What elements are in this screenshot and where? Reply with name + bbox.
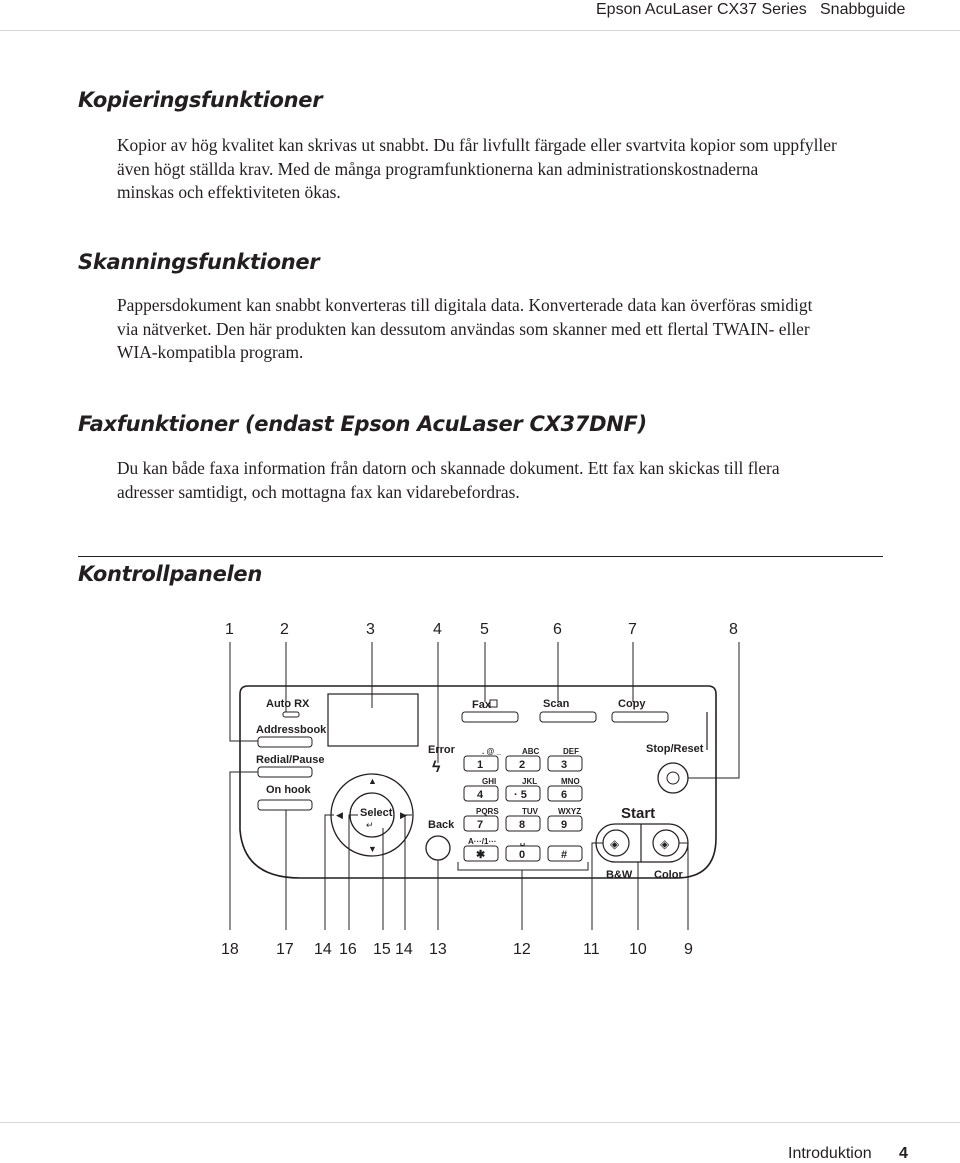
label-color: Color [654, 869, 683, 881]
key-digit: # [561, 849, 568, 861]
key-sub-label: PQRS [476, 807, 499, 816]
section-body-fax [117, 457, 887, 504]
callout-17: 17 [276, 941, 294, 958]
label-start: Start [621, 805, 656, 822]
stop-reset-button[interactable] [658, 763, 688, 793]
back-button[interactable] [426, 836, 450, 860]
callout-3: 3 [366, 621, 375, 638]
copy-mode-button[interactable] [612, 712, 668, 722]
label-addressbook: Addressbook [256, 724, 327, 736]
key-digit: · 5 [514, 789, 527, 801]
callout-8: 8 [729, 621, 738, 638]
callout-14b: 14 [395, 941, 413, 958]
callout-2: 2 [280, 621, 289, 638]
callout-9: 9 [684, 941, 693, 958]
body-line: Kopior av hög kvalitet kan skrivas ut snabbt. Du får livfullt färgade eller svartvita kopior som uppfyller [117, 135, 837, 155]
auto-rx-led [283, 712, 299, 717]
body-line: även högt ställda krav. Med de många programfunktionerna kan administrationskostnaderna [117, 158, 759, 179]
body-line: WIA-kompatibla program. [117, 342, 304, 362]
key-sub-label: ␣ [520, 837, 526, 846]
header-product: Epson AcuLaser CX37 Series [596, 1, 807, 18]
key-digit: 3 [561, 759, 568, 771]
right-arrow-icon: ▶ [400, 810, 407, 820]
label-fax: Fax [472, 699, 491, 711]
callout-18: 18 [221, 941, 239, 958]
key-digit: 2 [519, 759, 526, 771]
label-auto-rx: Auto RX [266, 698, 310, 710]
callout-6: 6 [553, 621, 562, 638]
footer-page-number: 4 [899, 1145, 908, 1162]
start-bw-icon: ◈ [610, 837, 620, 851]
control-panel-diagram [0, 600, 960, 980]
callout-12: 12 [513, 941, 531, 958]
callout-10: 10 [629, 941, 647, 958]
callout-13: 13 [429, 941, 447, 958]
error-lamp-icon: ϟ [432, 759, 441, 776]
section-title-fax: Faxfunktioner (endast Epson AcuLaser CX37DNF) [78, 412, 647, 436]
key-digit: 8 [519, 819, 526, 831]
key-digit: 4 [477, 789, 484, 801]
section-title-skanning: Skanningsfunktioner [78, 250, 320, 274]
callout-1: 1 [225, 621, 234, 638]
keypad-bracket [458, 862, 588, 870]
section-body-kopiering [117, 134, 887, 205]
key-digit: 1 [477, 759, 484, 771]
key-sub-label: DEF [563, 747, 579, 756]
section-title-kopiering: Kopieringsfunktioner [78, 88, 323, 112]
label-scan: Scan [543, 698, 570, 710]
scan-mode-button[interactable] [540, 712, 596, 722]
fax-mode-button[interactable] [462, 712, 518, 722]
key-sub-label: WXYZ [558, 807, 582, 816]
section-body-skanning [117, 294, 887, 365]
callout-5: 5 [480, 621, 489, 638]
key-sub-label: MNO [561, 777, 580, 786]
control-panel-svg [0, 600, 960, 980]
header-guide-title: Snabbguide [820, 1, 906, 18]
key-sub-label: JKL [522, 777, 538, 786]
page-header [0, 0, 960, 31]
page-footer [0, 1122, 960, 1163]
left-arrow-icon: ◀ [336, 810, 343, 820]
body-line: Du kan både faxa information från datorn och skannade dokument. Ett fax kan skickas till flera [117, 458, 780, 478]
callout-4: 4 [433, 621, 442, 638]
label-on-hook: On hook [266, 784, 311, 796]
key-sub-label: A···/1··· [468, 837, 497, 846]
callout-11: 11 [583, 941, 600, 958]
key-sub-label: . @ _ [482, 747, 501, 756]
redial-pause-button[interactable] [258, 767, 312, 777]
key-digit: 6 [561, 789, 568, 801]
key-sub-label: GHI [482, 777, 497, 786]
down-arrow-icon: ▼ [368, 844, 377, 854]
callout-7: 7 [628, 621, 637, 638]
stop-icon [667, 772, 679, 784]
callout-16: 16 [339, 941, 357, 958]
body-line: via nätverket. Den här produkten kan dessutom användas som skanner med ett flertal TWAIN- eller [117, 318, 810, 339]
body-line: minskas och effektiviteten ökas. [117, 182, 341, 202]
addressbook-button[interactable] [258, 737, 312, 747]
section-title-kontrollpanel: Kontrollpanelen [78, 562, 263, 586]
key-digit: ✱ [476, 849, 486, 861]
section-divider [78, 556, 883, 557]
up-arrow-icon: ▲ [368, 776, 377, 786]
label-stop-reset: Stop/Reset [646, 743, 704, 755]
footer-section-name: Introduktion [788, 1145, 872, 1162]
enter-icon: ↵ [366, 820, 374, 830]
callout-15: 15 [373, 941, 391, 958]
body-line: Pappersdokument kan snabbt konverteras till digitala data. Konverterade data kan överföras smidigt [117, 295, 813, 315]
label-select: Select [360, 807, 393, 819]
key-digit: 7 [477, 819, 484, 831]
label-back: Back [428, 819, 455, 831]
body-line: adresser samtidigt, och mottagna fax kan vidarebefordras. [117, 481, 520, 502]
keypad [464, 747, 582, 861]
label-bw: B&W [606, 869, 633, 881]
label-redial-pause: Redial/Pause [256, 754, 325, 766]
lcd-screen [328, 694, 418, 746]
label-error: Error [428, 744, 455, 756]
callout-14: 14 [314, 941, 332, 958]
on-hook-button[interactable] [258, 800, 312, 810]
start-color-icon: ◈ [660, 837, 670, 851]
label-copy: Copy [618, 698, 646, 710]
key-sub-label: TUV [522, 807, 538, 816]
key-digit: 0 [519, 849, 526, 861]
key-sub-label: ABC [522, 747, 540, 756]
fax-mode-icon [490, 700, 497, 707]
key-digit: 9 [561, 819, 568, 831]
